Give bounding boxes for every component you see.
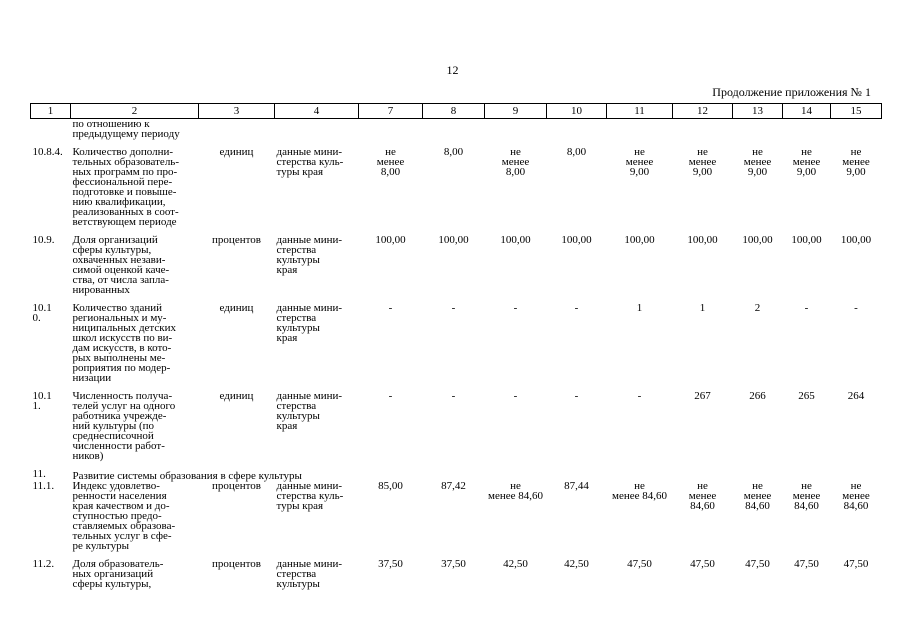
indicator-value: 100,00	[375, 234, 406, 246]
indicator-value: -	[574, 390, 579, 402]
header-cell: 9	[485, 104, 547, 119]
indicator-value: 100,00	[500, 234, 531, 246]
table-row	[31, 481, 882, 559]
indicator-value: 100,00	[624, 234, 655, 246]
header-cell: 11	[607, 104, 673, 119]
indicator-value: не менее 9,00	[688, 146, 717, 178]
unit-of-measure: процентов	[212, 234, 261, 246]
indicator-value: не менее 84,60	[792, 480, 821, 512]
indicator-value: -	[513, 302, 518, 314]
table-row	[31, 235, 882, 303]
indicator-value: -	[804, 302, 809, 314]
table-row	[31, 559, 882, 597]
header-cell: 2	[71, 104, 199, 119]
table-row	[31, 391, 882, 469]
indicator-value: 2	[754, 302, 761, 314]
header-cell: 1	[31, 104, 71, 119]
indicator-value: не менее 9,00	[743, 146, 772, 178]
indicator-value: 264	[847, 390, 865, 402]
indicator-value: не менее 8,00	[501, 146, 530, 178]
indicator-name: Индекс удовлетво- ренности населения края качеством и до- ступностью предо- ставляемых образова- тельных услуг в сфе- ре культуры	[72, 480, 176, 552]
indicator-value: 100,00	[687, 234, 718, 246]
row-number: 11.1.	[32, 480, 55, 492]
indicator-value: 85,00	[378, 480, 403, 492]
indicator-value: 100,00	[438, 234, 469, 246]
indicator-value: 47,50	[794, 558, 819, 570]
data-source: данные мини- стерства куль- туры края	[276, 480, 344, 512]
row-number: 10.1 1.	[32, 390, 52, 412]
header-cell: 4	[275, 104, 359, 119]
data-source: данные мини- стерства культуры края	[276, 302, 343, 344]
indicator-value: не менее 84,60	[842, 480, 870, 512]
header-cell: 13	[733, 104, 783, 119]
data-source: данные мини- стерства куль- туры края	[276, 146, 344, 178]
indicator-value: 100,00	[840, 234, 872, 246]
indicator-value: -	[637, 390, 642, 402]
header-cell: 3	[199, 104, 275, 119]
indicator-value: 267	[694, 390, 711, 402]
header-cell: 10	[547, 104, 607, 119]
indicator-value: 47,50	[627, 558, 652, 570]
indicator-value: 42,50	[564, 558, 589, 570]
indicator-value: 37,50	[441, 558, 466, 570]
indicator-value: 42,50	[503, 558, 528, 570]
indicator-value: 1	[636, 302, 643, 314]
header-cell: 15	[831, 104, 882, 119]
indicator-value: 87,42	[441, 480, 466, 492]
header-cell: 12	[673, 104, 733, 119]
indicator-value: не менее 84,60	[488, 480, 543, 502]
section-title: Развитие системы образования в сфере культуры	[72, 470, 302, 482]
indicator-value: -	[513, 390, 518, 402]
data-source: данные мини- стерства культуры края	[276, 234, 343, 276]
unit-of-measure: единиц	[219, 390, 254, 402]
indicator-value: не менее 9,00	[625, 146, 654, 178]
indicator-value: -	[451, 302, 456, 314]
row-number: 11.	[32, 468, 46, 480]
indicator-value: -	[388, 390, 393, 402]
indicator-value: 8,00	[566, 146, 587, 158]
indicator-name: Численность получа- телей услуг на одного работника учрежде- ний культуры (по среднесписочной численности работ- ников)	[72, 390, 176, 462]
indicator-value: 266	[749, 390, 766, 402]
indicator-name: Доля организаций сферы культуры, охваченных незави- симой оценкой каче- ства, от числа запла- нированных	[72, 234, 170, 296]
indicator-name: по отношению к предыдущему периоду	[72, 118, 180, 140]
indicator-value: 47,50	[843, 558, 869, 570]
unit-of-measure: процентов	[212, 558, 261, 570]
row-number: 10.1 0.	[32, 302, 52, 324]
header-row	[31, 104, 882, 119]
indicator-value: не менее 8,00	[376, 146, 405, 178]
table-row	[31, 147, 882, 235]
indicator-value: 47,50	[745, 558, 770, 570]
header-cell: 8	[423, 104, 485, 119]
table-row	[31, 119, 882, 148]
unit-of-measure: единиц	[219, 146, 254, 158]
indicator-name: Количество дополни- тельных образователь- ных программ по про- фессиональной пере- подготовке и повыше- нию квалификации, реализованных в соот- ветствующем периоде	[72, 146, 179, 228]
row-number: 11.2.	[32, 558, 55, 570]
header-cell: 14	[783, 104, 831, 119]
indicator-value: не менее 9,00	[792, 146, 821, 178]
indicator-value: 1	[699, 302, 706, 314]
indicator-value: не менее 9,00	[842, 146, 870, 178]
indicator-value: -	[574, 302, 579, 314]
row-number: 10.8.4.	[32, 146, 63, 158]
indicator-value: не менее 84,60	[688, 480, 717, 512]
indicator-value: 100,00	[742, 234, 773, 246]
indicator-value: 87,44	[564, 480, 589, 492]
indicator-value: 37,50	[378, 558, 403, 570]
indicator-value: -	[451, 390, 456, 402]
indicators-table	[30, 103, 882, 597]
data-source: данные мини- стерства культуры края	[276, 390, 343, 432]
unit-of-measure: процентов	[212, 480, 261, 492]
indicator-value: 8,00	[443, 146, 464, 158]
indicator-value: 100,00	[561, 234, 592, 246]
indicator-value: -	[854, 302, 858, 314]
indicator-value: 265	[798, 390, 815, 402]
appendix-continuation-label: Продолжение приложения № 1	[712, 85, 871, 99]
indicator-value: -	[388, 302, 393, 314]
indicator-value: 47,50	[690, 558, 715, 570]
header-cell: 7	[359, 104, 423, 119]
page-number: 12	[446, 63, 459, 77]
indicator-value: 100,00	[791, 234, 822, 246]
table-row	[31, 303, 882, 391]
indicator-name: Доля образователь- ных организаций сферы культуры,	[72, 558, 164, 590]
indicator-name: Количество зданий региональных и му- ниципальных детских школ искусств по ви- дам искусств, в кото- рых выполнены ме- роприятия по модер- низации	[72, 302, 176, 384]
indicator-value: не менее 84,60	[743, 480, 772, 512]
row-number: 10.9.	[32, 234, 55, 246]
unit-of-measure: единиц	[219, 302, 254, 314]
indicator-value: не менее 84,60	[612, 480, 667, 502]
data-source: данные мини- стерства культуры	[276, 558, 343, 590]
